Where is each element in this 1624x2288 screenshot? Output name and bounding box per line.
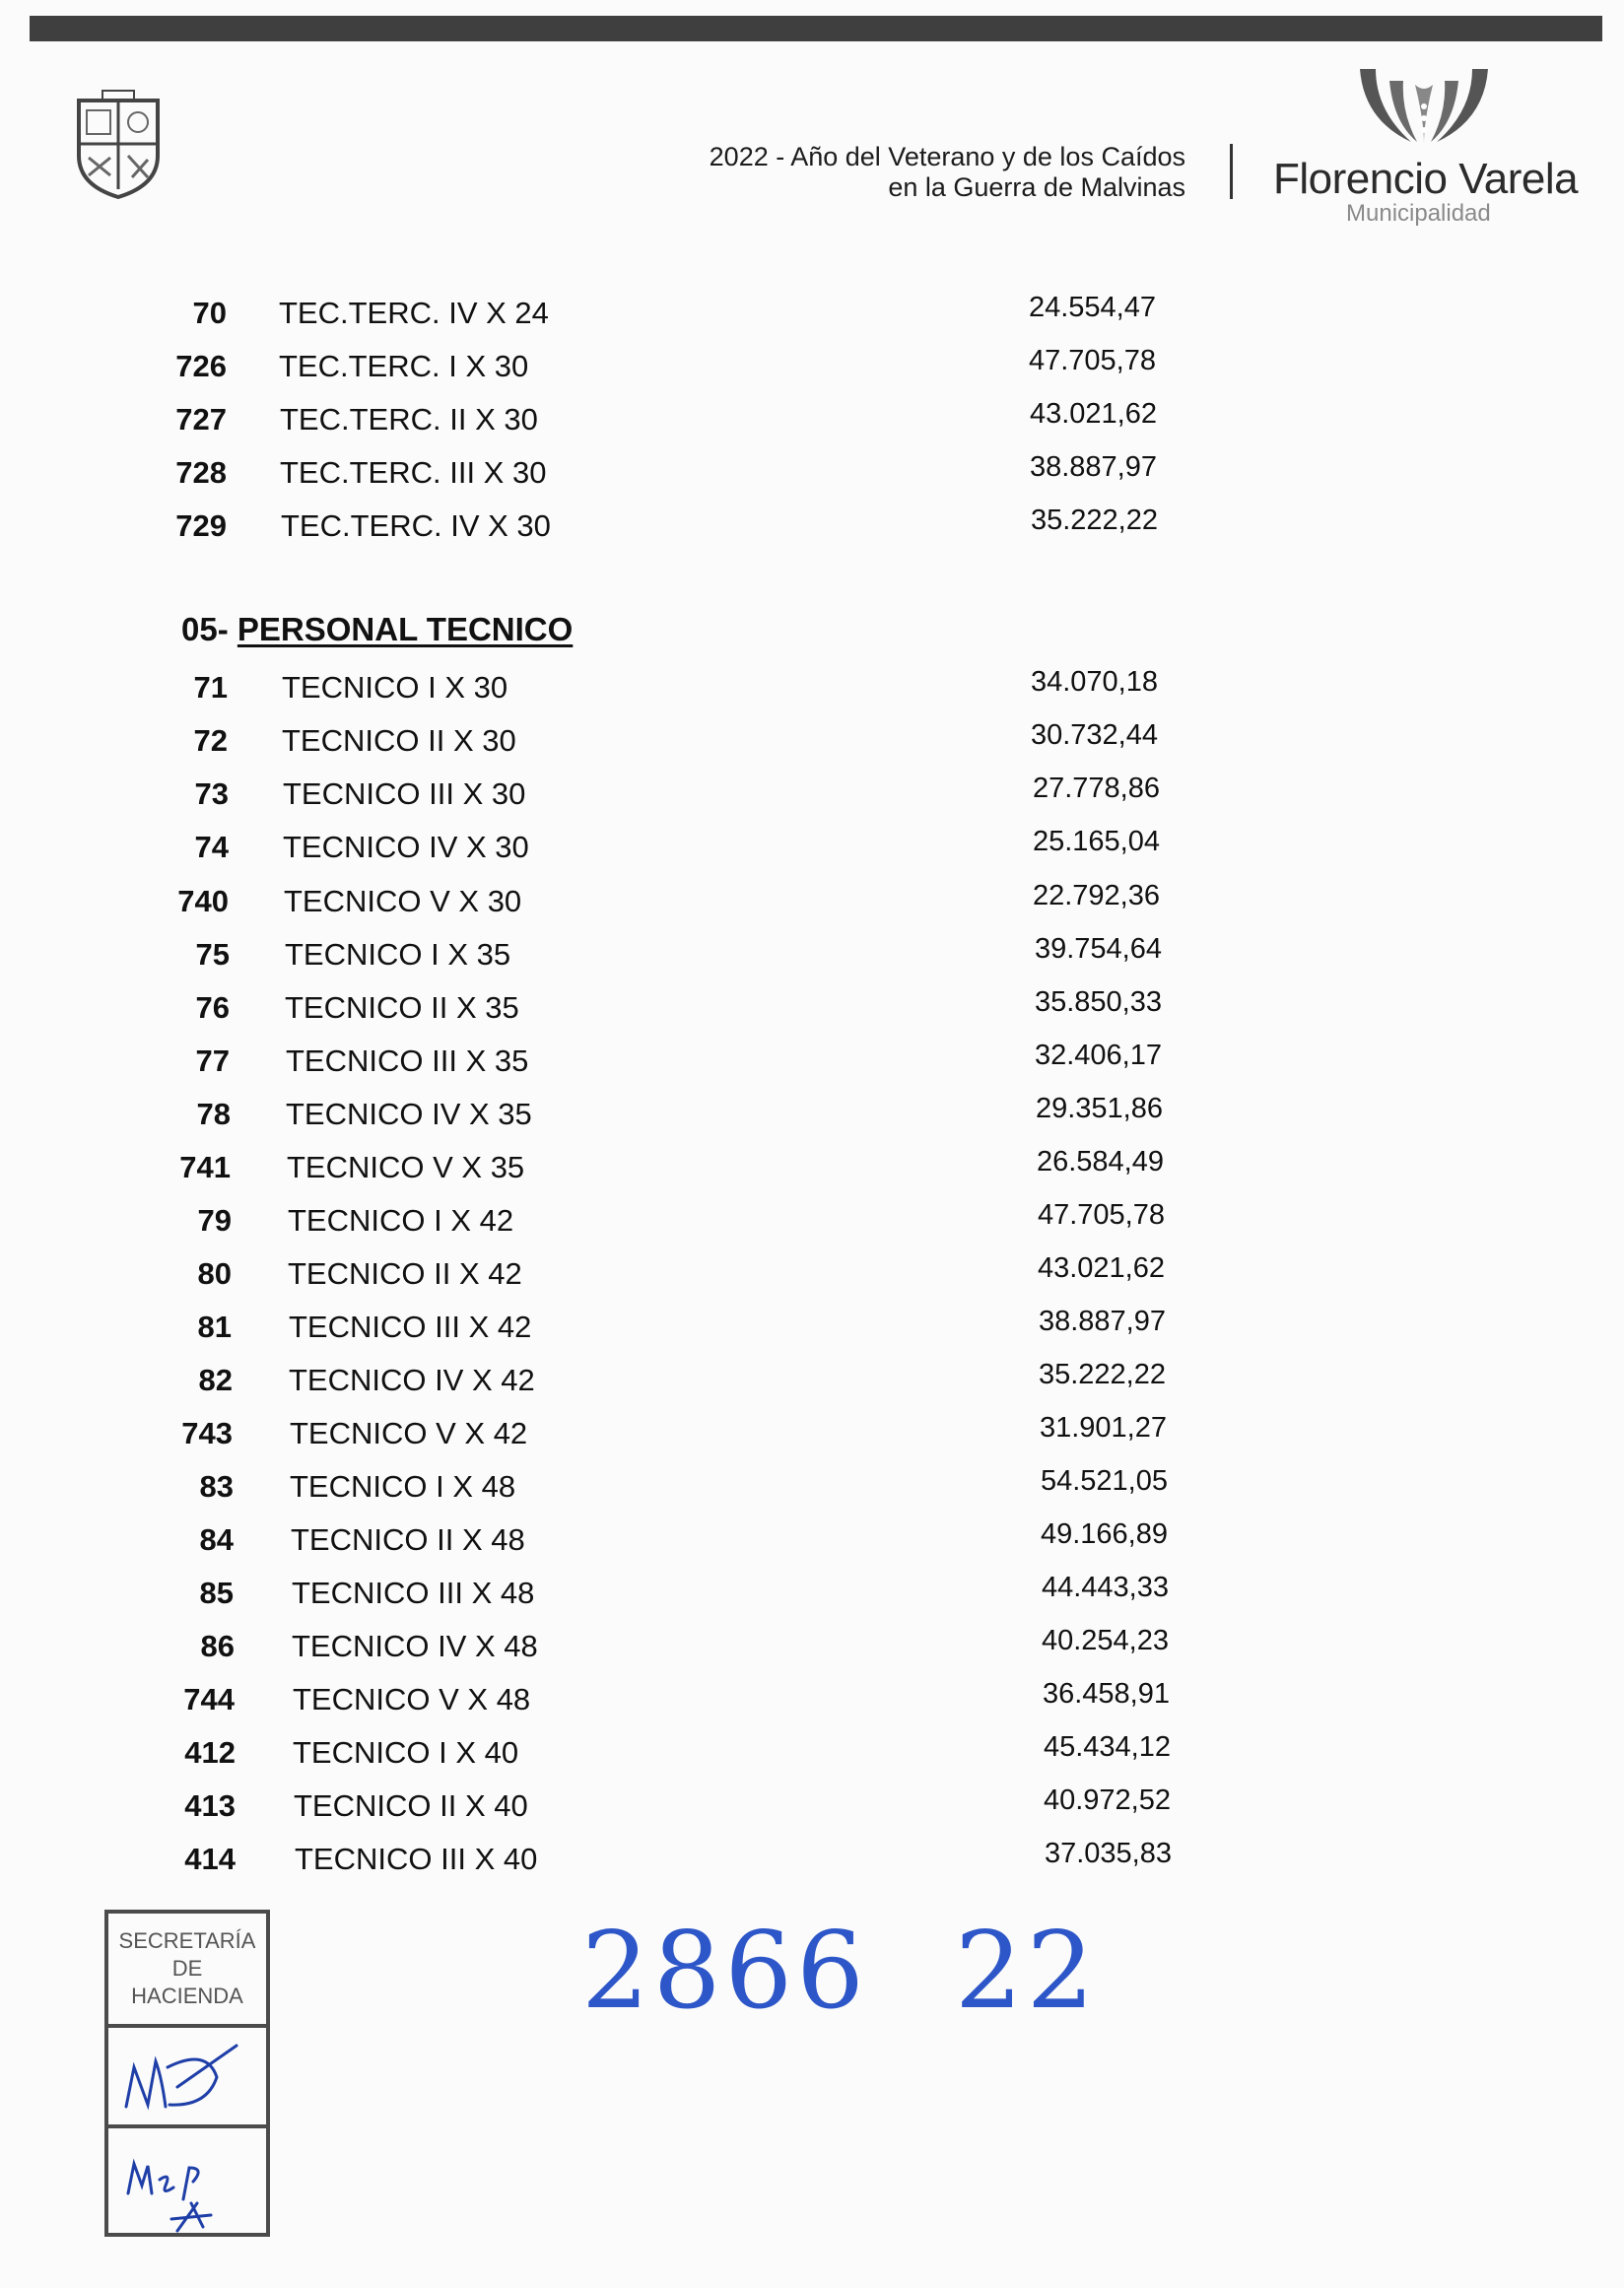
- row-description: TECNICO IV X 48: [292, 1629, 538, 1663]
- header-divider: [1230, 144, 1233, 199]
- row-description: TECNICO II X 30: [282, 723, 516, 758]
- row-description: TEC.TERC. IV X 24: [279, 296, 549, 330]
- row-description: TECNICO I X 48: [290, 1469, 516, 1504]
- row-amount: 25.165,04: [1032, 826, 1160, 857]
- row-code: 729: [175, 508, 227, 543]
- stamp-title: [108, 1914, 266, 2028]
- row-description: TEC.TERC. IV X 30: [281, 508, 551, 543]
- row-amount: 37.035,83: [1044, 1838, 1172, 1869]
- row-amount: 43.021,62: [1037, 1252, 1165, 1284]
- row-description: TECNICO III X 30: [283, 776, 526, 811]
- row-description: TECNICO V X 48: [293, 1682, 531, 1716]
- row-description: TECNICO V X 30: [284, 884, 522, 918]
- initials-signature-icon: [108, 2124, 266, 2233]
- row-amount: 40.254,23: [1041, 1625, 1169, 1656]
- row-description: TEC.TERC. III X 30: [280, 455, 547, 490]
- row-code: 75: [195, 937, 230, 972]
- stamp-initials-area: [108, 2124, 266, 2233]
- stamp-line3: HACIENDA: [131, 1984, 243, 2008]
- row-description: TECNICO I X 30: [282, 670, 508, 705]
- brand-subtitle: Municipalidad: [1346, 200, 1491, 227]
- row-amount: 45.434,12: [1043, 1731, 1171, 1763]
- row-code: 744: [183, 1682, 235, 1716]
- row-amount: 47.705,78: [1037, 1199, 1165, 1231]
- row-description: TECNICO III X 40: [295, 1842, 538, 1876]
- row-description: TECNICO I X 40: [293, 1735, 519, 1770]
- row-description: TECNICO II X 42: [288, 1256, 522, 1291]
- row-code: 72: [193, 723, 228, 758]
- row-code: 73: [194, 776, 229, 811]
- row-code: 741: [179, 1150, 231, 1184]
- stamp-line1: SECRETARÍA: [118, 1928, 256, 1953]
- row-amount: 54.521,05: [1040, 1465, 1168, 1497]
- section-heading: [181, 611, 573, 648]
- row-code: 743: [181, 1416, 233, 1450]
- row-code: 84: [199, 1522, 234, 1557]
- municipal-seal-icon: [73, 87, 164, 201]
- row-amount: 35.850,33: [1034, 986, 1162, 1018]
- header-motto: [710, 142, 1185, 203]
- row-amount: 40.972,52: [1043, 1784, 1171, 1816]
- row-amount: 26.584,49: [1036, 1146, 1164, 1178]
- top-bar: [30, 16, 1602, 41]
- row-code: 82: [198, 1363, 233, 1397]
- row-amount: 29.351,86: [1035, 1093, 1163, 1124]
- stamp-line2: DE: [171, 1956, 203, 1981]
- row-code: 86: [200, 1629, 235, 1663]
- stamped-number-main: 2866: [581, 1910, 868, 2033]
- signature-icon: [108, 2028, 266, 2124]
- row-amount: 24.554,47: [1028, 292, 1156, 323]
- row-code: 78: [196, 1097, 231, 1131]
- row-code: 726: [175, 349, 227, 383]
- row-amount: 34.070,18: [1030, 666, 1158, 698]
- row-amount: 31.901,27: [1039, 1412, 1167, 1444]
- row-description: TECNICO I X 35: [285, 937, 511, 972]
- row-description: TECNICO IV X 35: [286, 1097, 532, 1131]
- row-description: TECNICO II X 35: [285, 990, 519, 1025]
- row-code: 83: [199, 1469, 234, 1504]
- row-description: TECNICO III X 48: [292, 1576, 535, 1610]
- row-amount: 36.458,91: [1042, 1678, 1170, 1710]
- row-amount: 43.021,62: [1029, 398, 1157, 430]
- row-code: 77: [195, 1043, 230, 1078]
- row-amount: 35.222,22: [1038, 1359, 1166, 1390]
- row-description: TECNICO V X 42: [290, 1416, 528, 1450]
- row-code: 727: [175, 402, 227, 437]
- row-description: TECNICO II X 40: [294, 1788, 528, 1823]
- row-code: 76: [195, 990, 230, 1025]
- stamped-number: [581, 1910, 1098, 2033]
- row-amount: 22.792,36: [1032, 880, 1160, 911]
- row-code: 70: [192, 296, 227, 330]
- row-description: TECNICO III X 42: [289, 1310, 532, 1344]
- hacienda-stamp: [104, 1910, 270, 2237]
- row-amount: 35.222,22: [1030, 505, 1158, 536]
- row-description: TEC.TERC. II X 30: [280, 402, 538, 437]
- row-amount: 38.887,97: [1038, 1306, 1166, 1337]
- row-code: 85: [199, 1576, 234, 1610]
- row-code: 71: [193, 670, 228, 705]
- row-amount: 47.705,78: [1028, 345, 1156, 376]
- stamped-number-year: 22: [954, 1910, 1099, 2033]
- row-description: TECNICO IV X 42: [289, 1363, 535, 1397]
- row-amount: 39.754,64: [1034, 933, 1162, 965]
- row-amount: 49.166,89: [1040, 1518, 1168, 1550]
- row-description: TECNICO II X 48: [291, 1522, 525, 1557]
- brand-name: Florencio Varela: [1273, 155, 1579, 203]
- row-code: 728: [175, 455, 227, 490]
- row-code: 414: [184, 1842, 236, 1876]
- section-title: PERSONAL TECNICO: [237, 611, 574, 647]
- row-code: 413: [184, 1788, 236, 1823]
- row-code: 74: [194, 830, 229, 864]
- row-amount: 44.443,33: [1041, 1572, 1169, 1603]
- section-number: 05-: [181, 611, 229, 647]
- row-amount: 38.887,97: [1029, 451, 1157, 483]
- row-description: TECNICO III X 35: [286, 1043, 529, 1078]
- florencio-varela-emblem-icon: [1350, 61, 1498, 144]
- row-description: TECNICO IV X 30: [283, 830, 529, 864]
- row-code: 81: [197, 1310, 232, 1344]
- row-code: 79: [197, 1203, 232, 1238]
- motto-line1: 2022 - Año del Veterano y de los Caídos: [709, 142, 1185, 171]
- row-code: 740: [177, 884, 229, 918]
- row-description: TECNICO I X 42: [288, 1203, 514, 1238]
- stamp-signature-area: [108, 2028, 266, 2128]
- row-amount: 30.732,44: [1030, 719, 1158, 751]
- row-amount: 27.778,86: [1032, 773, 1160, 804]
- row-description: TECNICO V X 35: [287, 1150, 525, 1184]
- motto-line2: en la Guerra de Malvinas: [888, 172, 1185, 202]
- row-amount: 32.406,17: [1034, 1040, 1162, 1071]
- row-code: 412: [184, 1735, 236, 1770]
- row-code: 80: [197, 1256, 232, 1291]
- row-description: TEC.TERC. I X 30: [279, 349, 529, 383]
